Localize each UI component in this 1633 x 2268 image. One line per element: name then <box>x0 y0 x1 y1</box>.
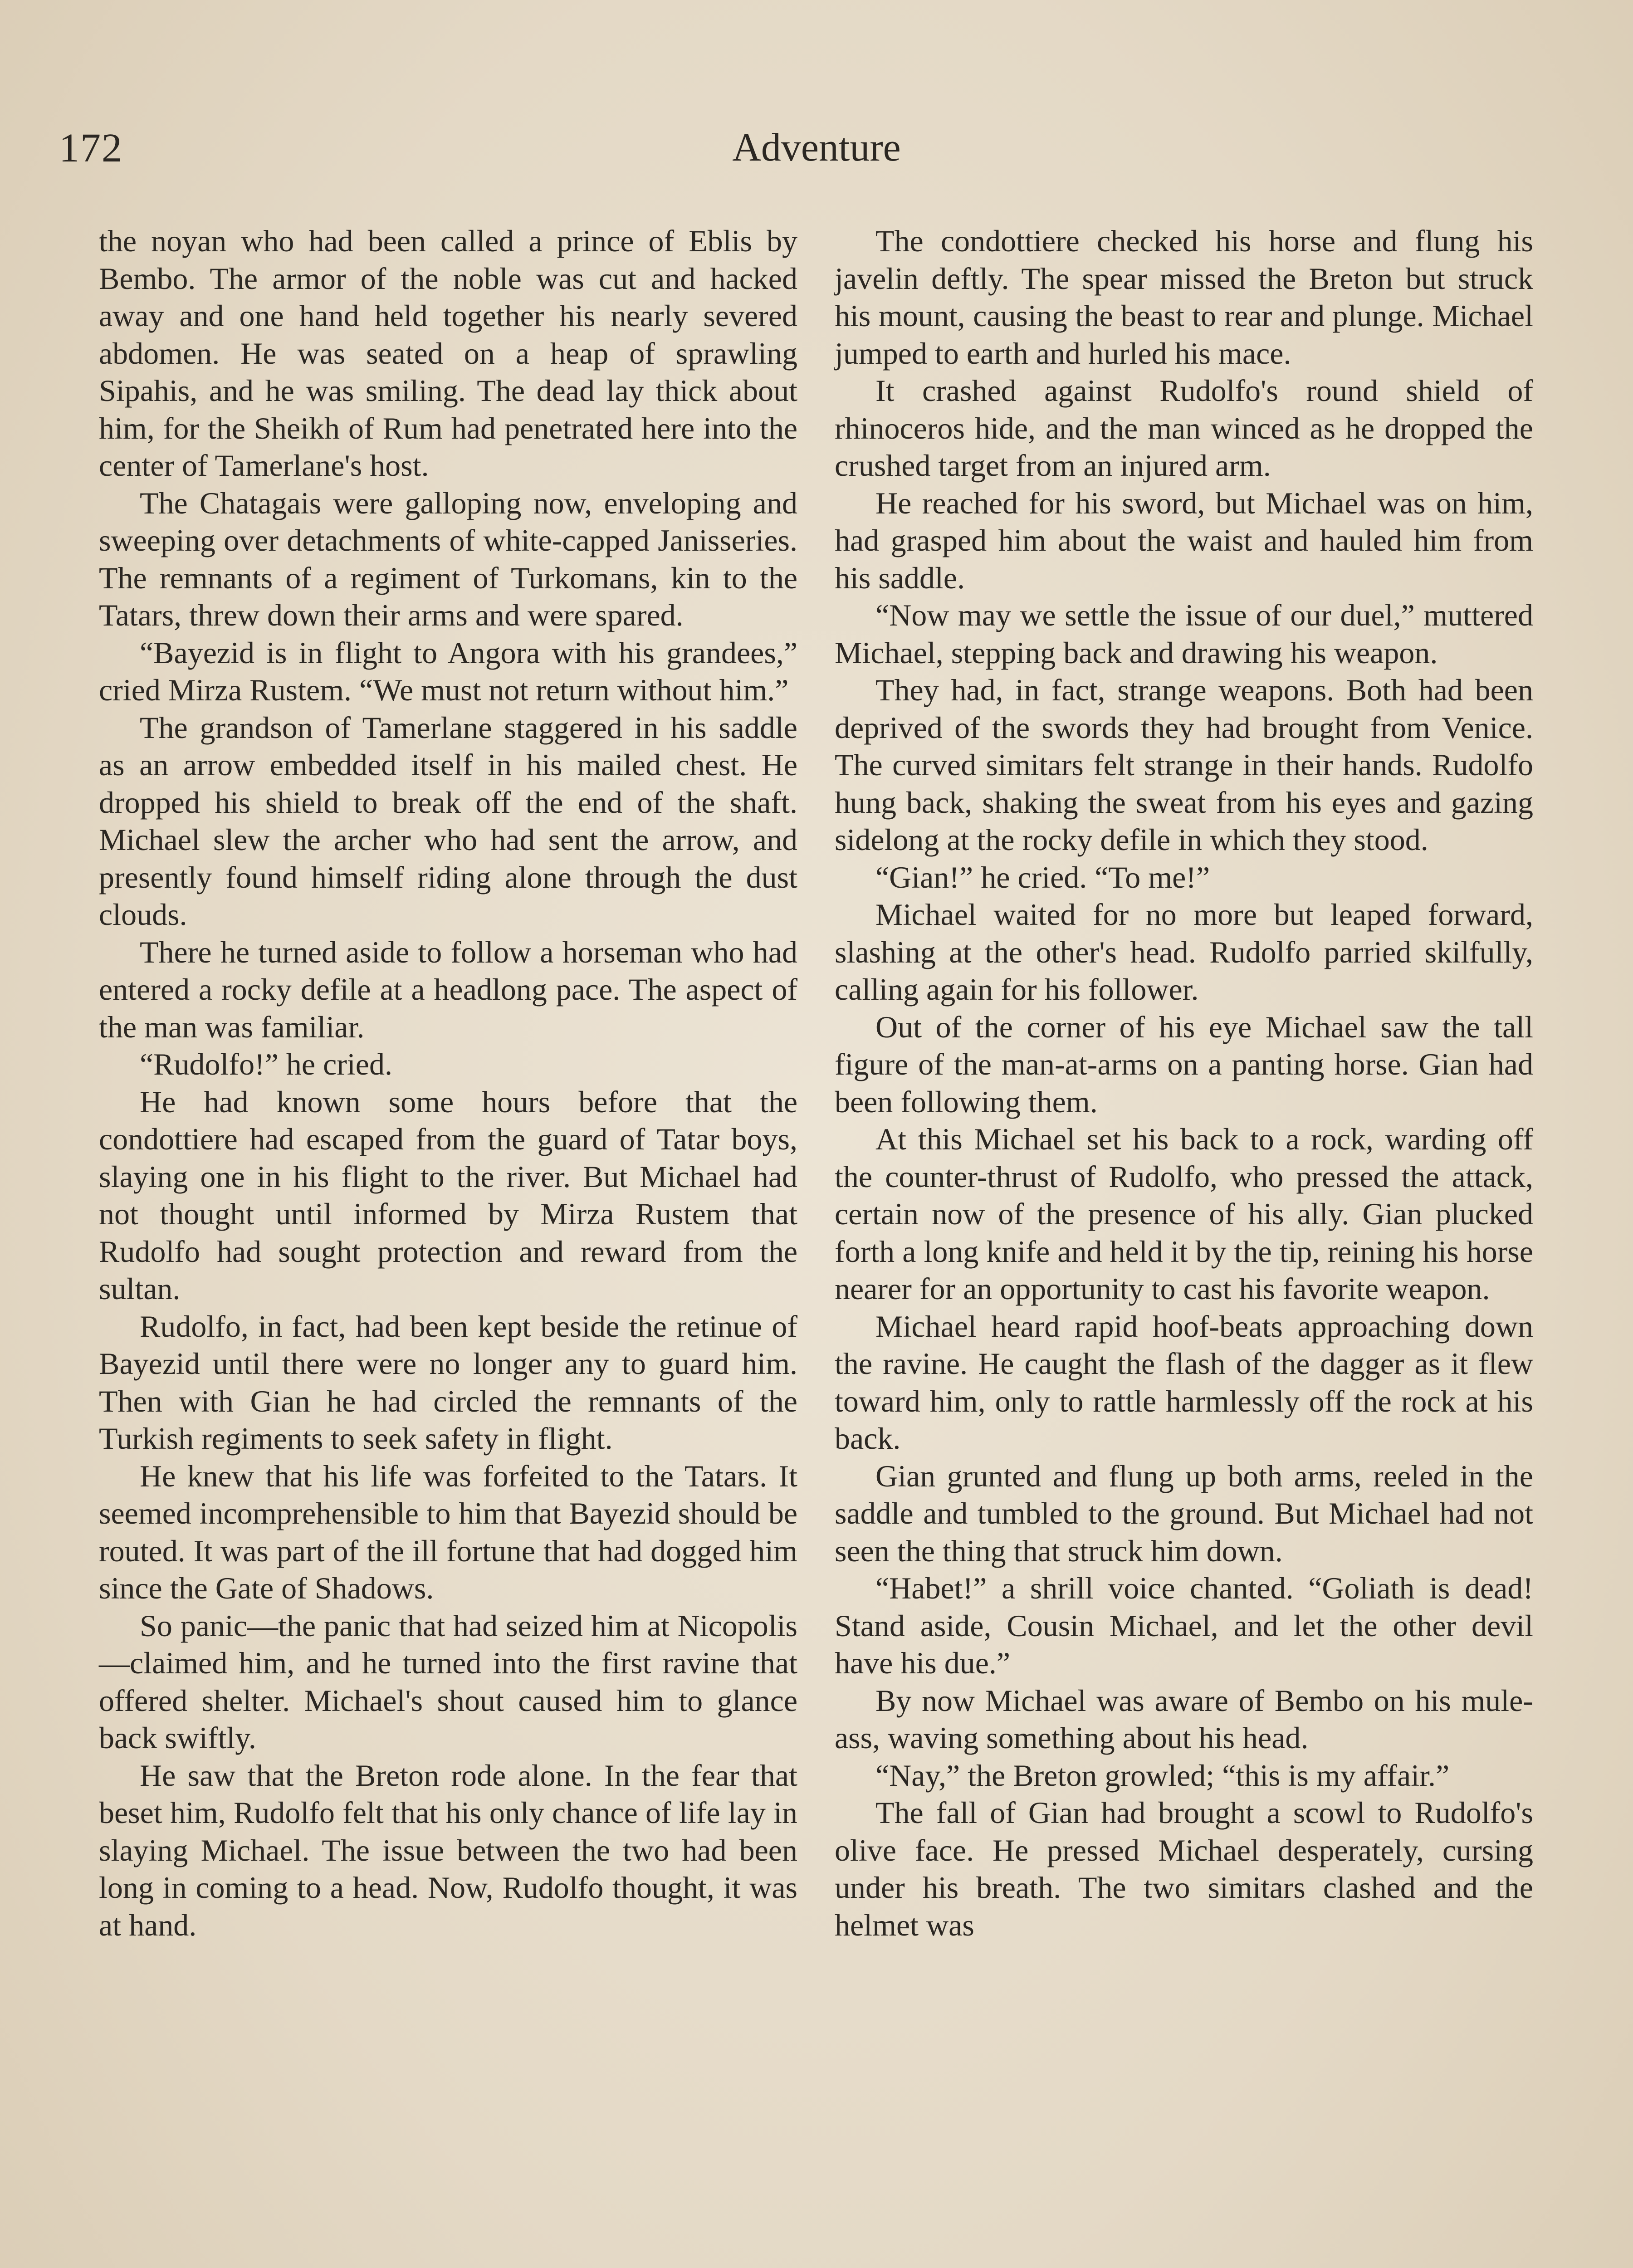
paragraph: At this Michael set his back to a rock, warding off the counter-thrust of Rudolfo, who pressed the attack, certain now of the presence of his ally. Gian plucked forth a long knife and held it by the tip, reining his horse nearer for an opportunity to cast his favorite weapon. <box>835 1122 1533 1306</box>
paragraph: It crashed against Rudolfo's round shield of rhinoceros hide, and the man winced as he dropped the crushed target from an injured arm. <box>835 373 1533 483</box>
paragraph: The condottiere checked his horse and flung his javelin deftly. The spear missed the Breton but struck his mount, causing the beast to rear and plunge. Michael jumped to earth and hurled his mace. <box>835 224 1533 371</box>
paragraph: He had known some hours before that the condottiere had escaped from the guard of Tatar boys, slaying one in his flight to the river. But Michael had not thought until informed by Mirza Rustem that Rudolfo had sought protection and reward from the sultan. <box>99 1084 797 1306</box>
paragraph: Michael waited for no more but leaped forward, slashing at the other's head. Rudolfo parried skilfully, calling again for his follower. <box>835 897 1533 1007</box>
paragraph: He knew that his life was forfeited to the Tatars. It seemed incomprehensible to him that Bayezid should be routed. It was part of the ill fortune that had dogged him since the Gate of Shadows. <box>99 1458 797 1605</box>
paragraph: Rudolfo, in fact, had been kept beside the retinue of Bayezid until there were no longer any to guard him. Then with Gian he had circled the remnants of the Turkish regiments to seek safety in flight. <box>99 1309 797 1456</box>
paragraph: The grandson of Tamerlane staggered in his saddle as an arrow embedded itself in his mailed chest. He dropped his shield to break off the end of the shaft. Michael slew the archer who had sent the arrow, and presently found himself riding alone through the dust clouds. <box>99 710 797 932</box>
paragraph: By now Michael was aware of Bembo on his mule-ass, waving something about his head. <box>835 1683 1533 1755</box>
paragraph: He saw that the Breton rode alone. In the fear that beset him, Rudolfo felt that his only chance of life lay in slaying Michael. The issue between the two had been long in coming to a head. Now, Rudolfo thought, it was at hand. <box>99 1758 797 1942</box>
page-number: 172 <box>59 126 123 171</box>
paragraph: “Nay,” the Breton growled; “this is my affair.” <box>875 1758 1450 1793</box>
paragraph: Gian grunted and flung up both arms, reeled in the saddle and tumbled to the ground. But Michael had not seen the thing that struck him down. <box>835 1458 1533 1568</box>
paragraph: “Gian!” he cried. “To me!” <box>875 860 1210 894</box>
paragraph: There he turned aside to follow a horseman who had entered a rocky defile at a headlong pace. The aspect of the man was familiar. <box>99 934 797 1044</box>
paragraph: The fall of Gian had brought a scowl to Rudolfo's olive face. He pressed Michael desperately, cursing under his breath. The two simitars clashed and the helmet was <box>835 1795 1533 1942</box>
running-title: Adventure <box>732 126 901 170</box>
paragraph: “Rudolfo!” he cried. <box>140 1047 392 1081</box>
right-column <box>835 222 1533 1944</box>
paragraph: So panic—the panic that had seized him at Nicopolis—claimed him, and he turned into the first ravine that offered shelter. Michael's shout caused him to glance back swiftly. <box>99 1608 797 1755</box>
paragraph: “Habet!” a shrill voice chanted. “Goliath is dead! Stand aside, Cousin Michael, and let the other devil have his due.” <box>835 1571 1533 1680</box>
left-column <box>99 222 797 1944</box>
paragraph: Out of the corner of his eye Michael saw the tall figure of the man-at-arms on a panting horse. Gian had been following them. <box>835 1009 1533 1119</box>
paragraph: They had, in fact, strange weapons. Both had been deprived of the swords they had brought from Venice. The curved simitars felt strange in their hands. Rudolfo hung back, shaking the sweat from his eyes and gazing sidelong at the rocky defile in which they stood. <box>835 673 1533 857</box>
paragraph: “Now may we settle the issue of our duel,” muttered Michael, stepping back and drawing his weapon. <box>835 598 1533 670</box>
paragraph: the noyan who had been called a prince of Eblis by Bembo. The armor of the noble was cut and hacked away and one hand held together his nearly severed abdomen. He was seated on a heap of sprawling Sipahis, and he was smiling. The dead lay thick about him, for the Sheikh of Rum had penetrated here into the center of Tamerlane's host. <box>99 224 797 483</box>
paragraph: Michael heard rapid hoof-beats approaching down the ravine. He caught the flash of the dagger as it flew toward him, only to rattle harmlessly off the rock at his back. <box>835 1309 1533 1456</box>
paragraph: He reached for his sword, but Michael was on him, had grasped him about the waist and hauled him from his saddle. <box>835 485 1533 595</box>
paragraph: The Chatagais were galloping now, enveloping and sweeping over detachments of white-capped Janisseries. The remnants of a regiment of Turkomans, kin to the Tatars, threw down their arms and were spared. <box>99 485 797 632</box>
paragraph: “Bayezid is in flight to Angora with his grandees,” cried Mirza Rustem. “We must not return without him.” <box>99 635 797 707</box>
